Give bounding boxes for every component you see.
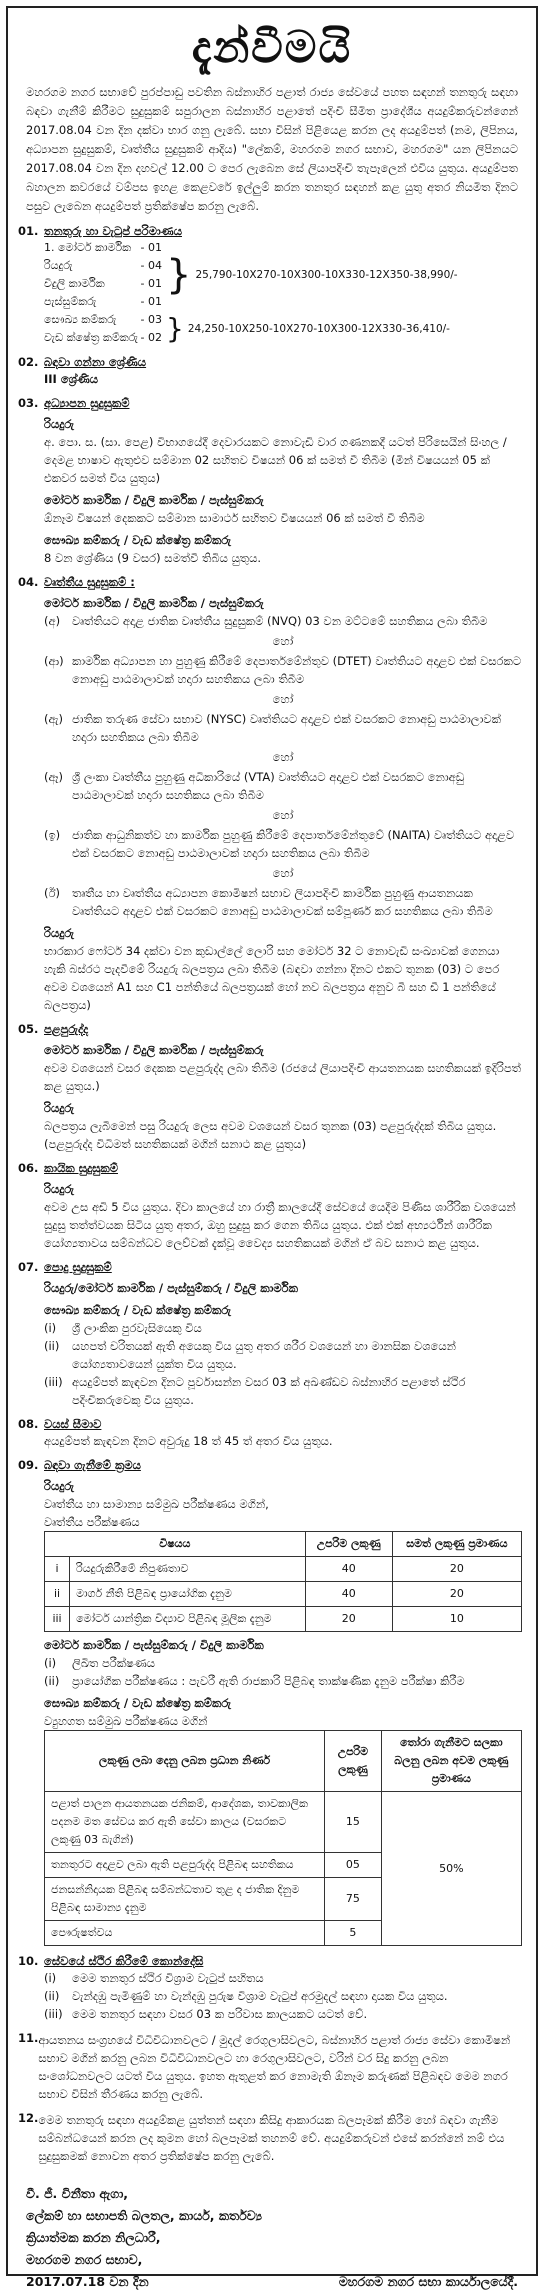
section-number: 11. bbox=[18, 2031, 39, 2045]
subheading: මෝටර් කාර්මික / විදුලි කාර්මික / පැස්සුම්කරු bbox=[44, 493, 264, 507]
post-row: රියදුරු - 04 bbox=[44, 259, 162, 272]
section-title: තනතුරු හා වැටුප් පරිමාණය bbox=[44, 224, 182, 238]
subheading: මෝටර් කාර්මික / පැස්සුම්කරු / විදුලි කාර්මික bbox=[44, 1638, 264, 1652]
section-number: 06. bbox=[18, 1161, 39, 1175]
section-number: 03. bbox=[18, 396, 39, 410]
section-title: බඳවා ගැනීමේ ක්‍රමය bbox=[44, 1458, 141, 1472]
paragraph: බලපත්‍රය ලැබීමෙන් පසු රියදුරු ලෙස අවම වශයෙන් වසර තුනක (03) පළපුරුද්දක් තිබිය යුතුය. (පළපුරුද්ද විධිමත් සහතිකයක් මගින් සනාථ කළ යුතුය) bbox=[44, 1119, 497, 1151]
table-row: තනතුරට අදාළව ලබා ඇති පළපුරුද්ද පිළිබඳ සහතිකය 05 bbox=[45, 1853, 522, 1878]
table-header: සමත් ලකුණු ප්‍රමාණය bbox=[392, 1532, 521, 1557]
paragraph: වෘත්තීය හා සාමාන්‍ය සම්මුඛ පරීක්ෂණය මගින්, bbox=[44, 1497, 269, 1511]
post-row: විදුලි කාර්මික - 01 bbox=[44, 277, 162, 290]
list-item: (ඉ) ජාතික ආධුනිකත්ව හා කාර්මික පුහුණු කිරීමේ දෙපාර්තමේන්තුවේ (NAITA) වෘත්තියට අදාළව එක් වසරකට නොඅඩු පාඨමාලාවක් හදාරා සහතිකය ලබා තිබීම bbox=[44, 828, 515, 860]
date: 2017.07.18 වන දින bbox=[26, 2274, 149, 2289]
paragraph: අවම වශයෙන් වසර දෙකක පළපුරුද්ද ලබා තිබීම (රජයේ ලියාපදිංචි ආයතනයක සහතිකයක් ඉදිරිපත් කළ යුතුය.) bbox=[44, 1061, 521, 1093]
list-item: (ii) ප්‍රායෝගික පරීක්ෂණය : පැවරී ඇති රාජකාරි පිළිබඳ තාක්ෂණික දැනුම පරීක්ෂා කිරීම bbox=[44, 1674, 465, 1688]
table-header: උපරිම ලකුණු bbox=[325, 1731, 382, 1792]
table-row: iii මෝටර් යාන්ත්‍රික විද්‍යාව පිළිබඳ මූලික දැනුම 20 10 bbox=[45, 1607, 522, 1632]
section-7 bbox=[8, 1260, 536, 1409]
section-number: 10. bbox=[18, 1954, 39, 1968]
section-8 bbox=[8, 1417, 536, 1450]
pass-mark: 50% bbox=[381, 1792, 521, 1946]
table-row: පළාත් පාලන ආයතනයක ජනිකම්, ආදේශක, තාවකාලික පදනම මත සේවය කර ඇති සේවා කාලය (වසරකට ලකුණු 03 බැගින්) 15 50% bbox=[45, 1792, 522, 1853]
section-1 bbox=[8, 224, 536, 347]
section-number: 02. bbox=[18, 355, 39, 369]
section-5 bbox=[8, 1022, 536, 1153]
section-12 bbox=[8, 2111, 536, 2165]
section-11 bbox=[8, 2031, 536, 2103]
section-2 bbox=[8, 355, 536, 388]
table-header: විෂයය bbox=[45, 1532, 306, 1557]
section-3 bbox=[8, 396, 536, 567]
subheading: රියදුරු bbox=[44, 1101, 74, 1115]
section-number: 07. bbox=[18, 1260, 39, 1274]
section-title: බඳවා ගන්නා ශ්‍රේණිය bbox=[44, 355, 147, 369]
table-row: ii මාර්ග නීති පිළිබඳ ප්‍රායෝගික දැනුම 40 20 bbox=[45, 1582, 522, 1607]
paragraph: මෙම තනතුරු සඳහා අයදුම්කළ යුත්තන් සඳහා කිසිදු ආකාරයක බලපෑමක් කිරීම හෝ බඳවා ගැනීම සම්බන්ධයෙන් කරන ලද කුමන හෝ බලපෑමක් තහනම් වේ. අයදුම්කරුවන් එසේ කරන්නේ නම් එය සුදුසුකමක් නොවන අතර ප්‍රතික්ෂේප කරනු ලැබේ. bbox=[38, 2113, 505, 2163]
posts-group-b bbox=[44, 311, 522, 347]
section-6 bbox=[8, 1161, 536, 1252]
paragraph: ඕනෑම විෂයන් දෙකකට සම්මාන සාමාර්ථ සහිතව විෂයයන් 06 ක් සමත් වී තිබීම bbox=[44, 511, 425, 525]
subheading: සෞඛ්‍ය කම්කරු / වැඩ ක්ෂේත්‍ර කම්කරු bbox=[44, 1303, 231, 1317]
subheading: රියදුරු/මෝටර් කාර්මික / පැස්සුම්කරු / විදුලි කාර්මික bbox=[44, 1281, 298, 1295]
organization: මහරගම නගර සභාව, bbox=[26, 2252, 143, 2267]
subheading: මෝටර් කාර්මික / විදුලි කාර්මික / පැස්සුම්කරු bbox=[44, 596, 264, 610]
section-title: පළපුරුද්ද bbox=[44, 1022, 89, 1036]
list-item: (ආ) කාර්මික අධ්‍යාපන හා පුහුණු කිරීමේ දෙපාර්තමේන්තුව (DTET) වෘත්තියට අදාළව එක් වසරකට නොඅඩු පාඨමාලාවක් හදාරා සහතිකය ලබා තිබීම bbox=[44, 654, 522, 686]
subheading: මෝටර් කාර්මික / විදුලි කාර්මික / පැස්සුම්කරු bbox=[44, 1043, 264, 1057]
paragraph: 8 වන ශ්‍රේණිය (9 වසර) සමත්වී තිබිය යුතුය. bbox=[44, 551, 262, 565]
post-row: සෞඛ්‍ය කම්කරු - 03 bbox=[44, 313, 162, 326]
paragraph: ආයතනය සංග්‍රහයේ විධිවිධානවලට / මුදල් රෙගුලාසිවලට, බස්නාහිර පළාත් රාජ්‍ය සේවා කොමිෂන් සභාව මගින් කරනු ලබන විධිවිධානවලට හා රෙගුලාසිවලට, වරින් වර සිදු කරනු ලබන සංශෝධනවලට යටත් විය යුතුය. ඉහත ඇතුළත් කර නොමැති ඕනෑම කරුණක් පිළිබඳව මෙම නගර සභාව විසින් තීරණය කරනු ලැබේ. bbox=[38, 2033, 511, 2101]
list-item: (ඈ) ශ්‍රී ලංකා වෘත්තීය පුහුණු අධිකාරියේ (VTA) වෘත්තියට අදාළව එක් වසරකට නොඅඩු පාඨමාලාවක් හදාරා සහතිකය ලබා තිබීම bbox=[44, 770, 465, 802]
list-item: (ඊ) තෘතීය හා වෘත්තීය අධ්‍යාපන කොමිෂන් සභාව ලියාපදිංචි කාර්මික පුහුණු ආයතනයක වෘත්තියට අදාළව එක් වසරකට නොඅඩු පාඨමාලාවක් සම්පූර්ණ කර සහතිකය ලබා තිබීම bbox=[44, 886, 493, 918]
post-row: වැඩ ක්ෂේත්‍ර කම්කරු - 02 bbox=[44, 331, 162, 344]
section-number: 04. bbox=[18, 575, 39, 589]
practical-test-table bbox=[44, 1531, 522, 1632]
post-row: පැස්සුම්කරු - 01 bbox=[44, 295, 162, 308]
post-row: 1. මෝටර් කාර්මික - 01 bbox=[44, 241, 162, 254]
section-title: වෘත්තීය සුදුසුකම් : bbox=[44, 575, 135, 589]
section-number: 09. bbox=[18, 1458, 39, 1472]
list-item: (i) මෙම තනතුර ස්ථිර විශ්‍රාම වැටුප් සහිතය bbox=[44, 1971, 264, 1985]
or-text: හෝ bbox=[272, 866, 294, 880]
table-header: ලකුණු ලබා දෙනු ලබන ප්‍රධාන නිර්ණ bbox=[45, 1731, 325, 1792]
or-text: හෝ bbox=[272, 750, 294, 764]
section-10 bbox=[8, 1954, 536, 2023]
list-item: (ඇ) ජාතික තරුණ සේවා සභාව (NYSC) වෘත්තියට අදාළව එක් වසරකට නොඅඩු පාඨමාලාවක් හදාරා සහතිකය ලබා තිබීම bbox=[44, 712, 501, 744]
list-item: (iii) මෙම තනතුර සඳහා වසර 03 ක පරිවාස කාලයකට යටත් වේ. bbox=[44, 2007, 368, 2021]
signatory-name: වී. ජී. විනීතා ඇගා, bbox=[26, 2186, 129, 2201]
paragraph: අයදුම්පත් කැඳවන දිනට අවුරුදු 18 ත් 45 ත් අතර විය යුතුය. bbox=[44, 1434, 333, 1448]
paragraph: අ. පො. ස. (සා. පෙළ) විභාගයේදී දෙවාරයකට නොවැඩි වාර ගණනකදී යටත් පිරිසෙයින් සිංහල / දෙමළ භාෂාව ඇතුළුව සම්මාන 02 සහිතව විෂයන් 06 ක් සමත් වී තිබීම (මින් විෂයයන් 05 ක් එකවර සමත් විය යුතුය) bbox=[44, 435, 507, 485]
or-text: හෝ bbox=[272, 808, 294, 822]
notice-title: දැන්වීමයි bbox=[191, 22, 353, 73]
list-item: (iii) අයදුම්පත් කැඳවන දිනට පූර්වාසන්න වසර 03 ක් අඛණ්ඩව බස්නාහිර පළාතේ ස්ථිර පදිංචිකරුවෙකු විය යුතුය. bbox=[44, 1375, 466, 1407]
table-header: තෝරා ගැනීමට සලකා බලනු ලබන අවම ලකුණු ප්‍රමාණය bbox=[381, 1731, 521, 1792]
section-title: කායික සුදුසුකම් bbox=[44, 1161, 118, 1175]
grade-text: III ශ්‍රේණිය bbox=[44, 372, 99, 386]
subheading: රියදුරු bbox=[44, 926, 74, 940]
intro-paragraph: මහරගම නගර සභාවේ පුරප්පාඩු පවතින බස්නාහිර පළාත් රාජ්‍ය සේවයේ පහත සඳහන් තනතුරු සඳහා බඳවා ගැනීම් කිරීමට සුදුසුකම් සපුරාලන බස්නාහිර පළාතේ පදිංචි සීමිත ප්‍රාදේශීය අයදුම්කරුවන්ගෙන් 2017.08.04 වන දින දක්වා භාර ගනු ලැබේ. සභා විසින් පිළියෙළ කරන ලද අයදුම්පත් (නම, ලිපිනය, අධ්‍යාපන සුදුසුකම්, වෘත්තීය සුදුසුකම් ආදිය) "ලේකම්, මහරගම නගර සභාව, මහරගම" යන ලිපිනයට 2017.08.04 වන දින දහවල් 12.00 ට පෙර ලැබෙන සේ ලියාපදිංචි තැපෑලෙන් එවිය යුතුය. අයදුම්පත බහාලන කවරයේ වම්පස ඉහළ කෙළවරේ ඉල්ලුම් කරන තනතුර සඳහන් කළ යුතු අතර නියමිත දිනට පසුව ලැබෙන අයදුම්පත් ප්‍රතික්ෂේප කරනු ලැබේ. bbox=[26, 85, 518, 213]
subheading: රියදුරු bbox=[44, 417, 74, 431]
paragraph: භාරකාර ෆෝටර් 34 දක්වා වන කුඩාල්ලේ ලොරි සහ මෝටර් 32 ට නොවැඩි සංඛ්‍යාවක් ගෙනයා හැකි බස්රථ පැදවීමේ රියදුරු බලපත්‍රය ලබා තිබීම (බඳවා ගන්නා දිනට එකට තුනක (03) ට පෙර අවම වශයෙන් A1 සහ C1 පන්තියේ බලපත්‍රයක් හෝ නව බලපත්‍රය අනුව බී සහ ඩී 1 පන්තියේ බලපත්‍රය) bbox=[44, 944, 500, 1012]
section-9 bbox=[8, 1458, 536, 1946]
section-title: සේවයේ ස්ථිර කිරීමේ කොන්දේසි bbox=[44, 1954, 204, 1968]
brace-icon: } bbox=[166, 312, 184, 345]
subheading: සෞඛ්‍ය කම්කරු / වැඩ ක්ෂේත්‍ර කම්කරු bbox=[44, 1696, 231, 1710]
section-number: 12. bbox=[18, 2111, 39, 2125]
notice-frame bbox=[6, 6, 538, 2289]
salary-scale: 25,790-10X270-10X300-10X330-12X350-38,990/- bbox=[195, 269, 458, 281]
posts-group-a bbox=[44, 239, 522, 311]
section-title: වයස් සීමාව bbox=[44, 1417, 102, 1431]
table-row: i රියදුරුකිරීමේ නිපුණතාව 40 20 bbox=[45, 1557, 522, 1582]
section-title: පොදු සුදුසුකම් bbox=[44, 1260, 112, 1274]
section-4 bbox=[8, 575, 536, 1014]
salary-scale: 24,250-10X250-10X270-10X300-12X330-36,410/- bbox=[187, 323, 450, 335]
signatory-role: ලේකම් හා සභාපති බලතල, කාර්ය, කර්තව්‍ය bbox=[26, 2208, 262, 2223]
office-location: මහරගම නගර සභා කාර්යාලයේදී. bbox=[338, 2274, 518, 2289]
paragraph: ව්‍යුහගත සම්මුඛ පරීක්ෂණය මගින් bbox=[44, 1714, 208, 1728]
section-number: 01. bbox=[18, 224, 39, 238]
paragraph: වෘත්තීය පරීක්ෂණය bbox=[44, 1515, 140, 1529]
or-text: හෝ bbox=[272, 692, 294, 706]
or-text: හෝ bbox=[272, 634, 294, 648]
brace-icon: } bbox=[166, 252, 192, 298]
section-title: අධ්‍යාපන සුදුසුකම් bbox=[44, 396, 130, 410]
table-row: ජනසන්නිදායක පිළිබඳ සම්බන්ධතාව තුළ ද ජාතික දිනුම පිළිබඳ සාමාන්‍ය දැනුම 75 bbox=[45, 1878, 522, 1921]
signatory-role: ක්‍රියාත්මක කරන නිලධාරී, bbox=[26, 2230, 161, 2245]
paragraph: අවම උස අඩි 5 විය යුතුය. දිවා කාලයේ හා රාත්‍රී කාලයේදී සේවයේ යෙදීම පිණිස ශාරීරික වශයෙන් සුදුසු තත්ත්වයක සිටිය යුතු අතර, ඔහු සුදුසු කර ගෙන තිබිය යුතුය. එක් එක් අභ්‍යර්ථීන් ශාරීරික යෝග්‍යතාවය සම්බන්ධව ලෙව්වක් දැක්වූ වෛද්‍ය සහතිකයක් මගින් ඒ බව සනාථ කළ යුතුය. bbox=[44, 1200, 516, 1250]
subheading: සෞඛ්‍ය කම්කරු / වැඩ ක්ෂේත්‍ර කම්කරු bbox=[44, 533, 231, 547]
table-row: පෞරුෂත්වය 5 bbox=[45, 1921, 522, 1946]
list-item: (ii) යහපත් චරිතයක් ඇති අයෙකු විය යුතු අතර ශරීර වශයෙන් හා මානසික වශයෙන් යෝග්‍යතාවයෙන් යුක්ත විය යුතුය. bbox=[44, 1339, 456, 1371]
interview-table bbox=[44, 1730, 522, 1946]
list-item: (ii) වැන්දඹු පැමිණුම් හා වැන්දඹු පුරුෂ විශ්‍රාම වැටුප් අරමුදල් සඳහා දායක විය යුතුය. bbox=[44, 1989, 448, 2003]
table-header: උපරිම ලකුණු bbox=[305, 1532, 392, 1557]
list-item: (අ) වෘත්තියට අදාළ ජාතික වෘත්තීය සුදුසුකම් (NVQ) 03 වන මට්ටමේ සහතිකය ලබා තිබීම bbox=[44, 614, 488, 628]
list-item: (i) ලිඛිත පරීක්ෂණය bbox=[44, 1656, 156, 1670]
section-number: 05. bbox=[18, 1022, 39, 1036]
subheading: රියදුරු bbox=[44, 1479, 74, 1493]
list-item: (i) ශ්‍රී ලාංකික පුරවැසියෙකු විය bbox=[44, 1321, 202, 1335]
subheading: රියදුරු bbox=[44, 1182, 74, 1196]
section-number: 08. bbox=[18, 1417, 39, 1431]
signature-block bbox=[8, 2183, 536, 2293]
